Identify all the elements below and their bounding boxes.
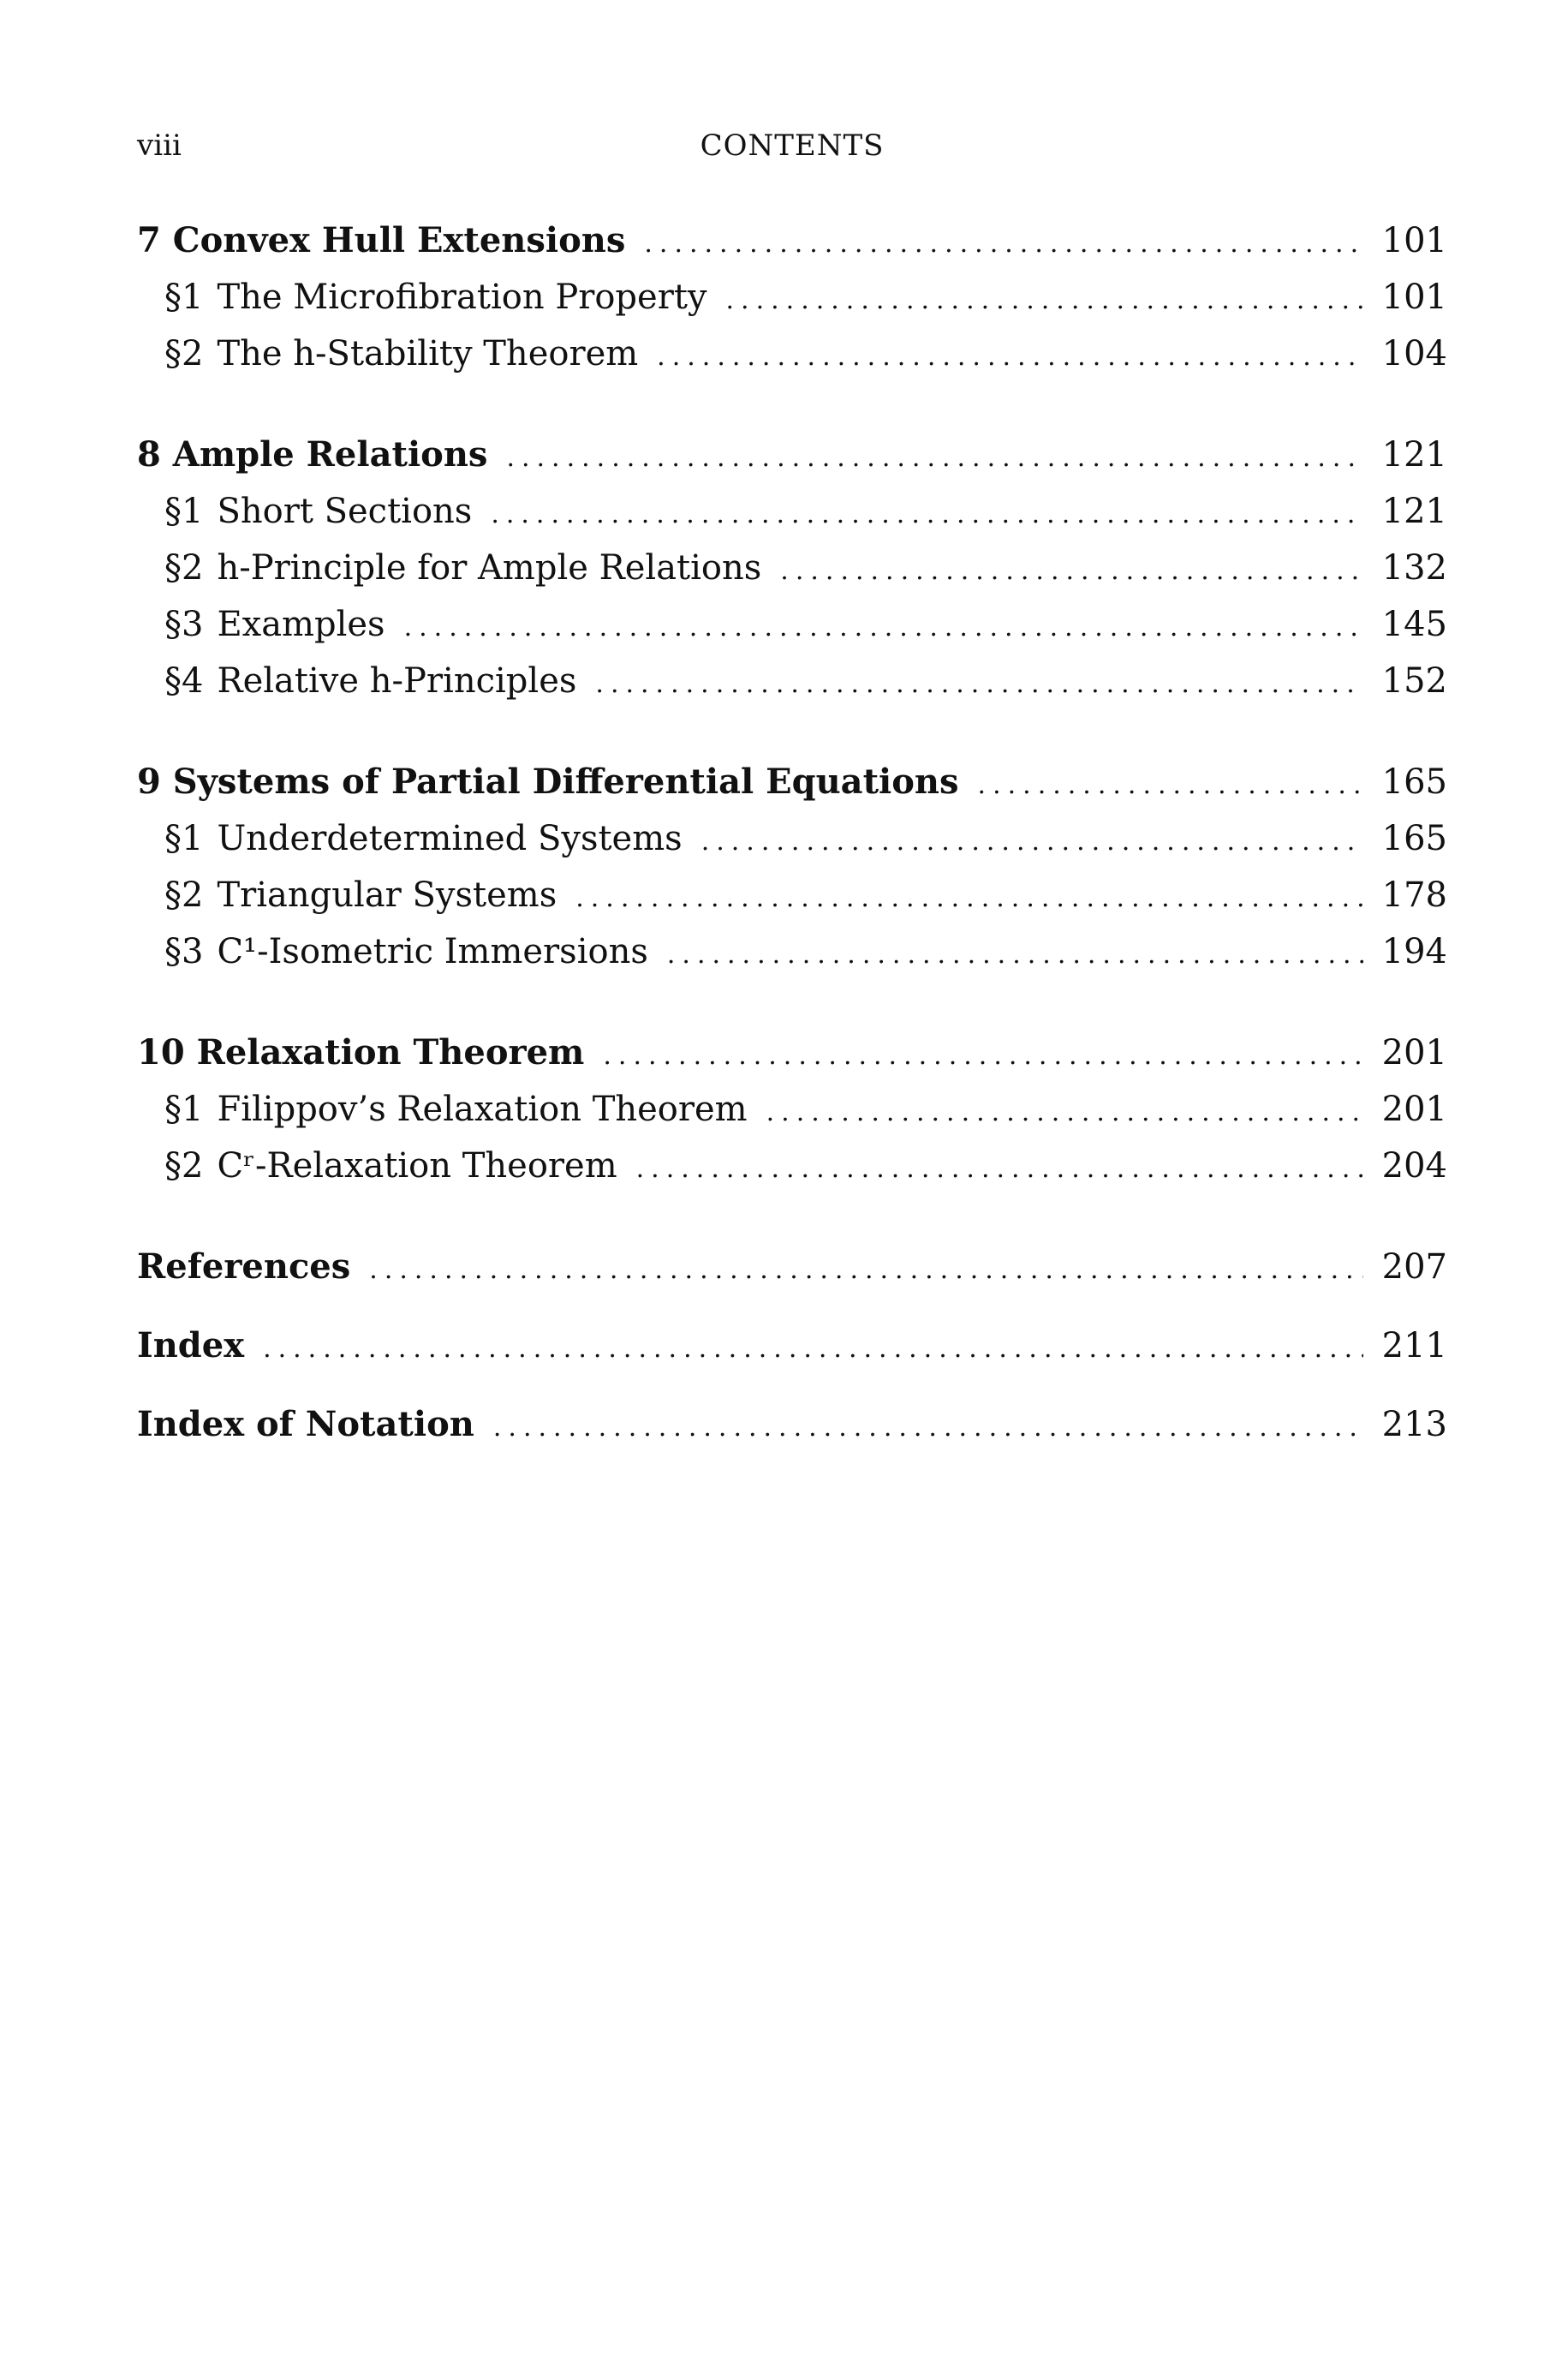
dot-leader xyxy=(701,814,1363,870)
section-label xyxy=(164,483,472,540)
chapter-number: 7 xyxy=(137,220,161,260)
chapter-number: 9 xyxy=(137,762,161,802)
entry-title: References xyxy=(137,1246,351,1287)
toc-chapter-group xyxy=(137,754,1447,980)
section-number: §2 xyxy=(164,1146,204,1186)
section-number: §1 xyxy=(164,492,204,531)
toc-backmatter-group xyxy=(137,1239,1447,1295)
chapter-label xyxy=(137,212,625,269)
toc-section-entry[interactable] xyxy=(137,596,1447,653)
toc-backmatter-group xyxy=(137,1317,1447,1374)
toc-section-entry[interactable] xyxy=(137,653,1447,709)
entry-title: Index of Notation xyxy=(137,1404,474,1444)
section-number: §1 xyxy=(164,278,204,317)
page-number: 101 xyxy=(1381,278,1447,317)
section-label xyxy=(164,1081,748,1138)
toc-section-entry[interactable] xyxy=(137,867,1447,923)
section-number: §3 xyxy=(164,605,204,644)
section-title: Underdetermined Systems xyxy=(217,819,683,858)
section-title: Cʳ-Relaxation Theorem xyxy=(217,1146,617,1186)
toc-section-entry[interactable] xyxy=(137,1081,1447,1138)
page-number: 121 xyxy=(1381,435,1447,475)
dot-leader xyxy=(726,272,1363,329)
toc-section-entry[interactable] xyxy=(137,269,1447,326)
section-number: §2 xyxy=(164,334,204,373)
dot-leader xyxy=(644,216,1363,272)
section-number: §4 xyxy=(164,661,204,701)
dot-leader xyxy=(636,1141,1363,1198)
page-number: 152 xyxy=(1381,661,1447,701)
section-number: §2 xyxy=(164,875,204,915)
page-number: 165 xyxy=(1381,819,1447,858)
section-label xyxy=(164,596,385,653)
section-title: h-Principle for Ample Relations xyxy=(217,548,762,588)
page-number: 211 xyxy=(1381,1326,1447,1365)
dot-leader xyxy=(506,430,1363,487)
dot-leader xyxy=(493,1400,1363,1456)
dot-leader xyxy=(766,1084,1363,1141)
page-folio: viii xyxy=(137,128,182,163)
toc-index-entry[interactable] xyxy=(137,1317,1447,1374)
dot-leader xyxy=(978,757,1363,814)
dot-leader xyxy=(595,656,1363,713)
toc-section-entry[interactable] xyxy=(137,923,1447,980)
toc-section-entry[interactable] xyxy=(137,1138,1447,1194)
section-title: Relative h-Principles xyxy=(217,661,577,701)
page-number: 213 xyxy=(1381,1405,1447,1444)
page-number: 121 xyxy=(1381,492,1447,531)
running-head-title: CONTENTS xyxy=(700,128,885,163)
dot-leader xyxy=(369,1242,1363,1299)
section-number: §1 xyxy=(164,1090,204,1129)
toc-chapter-entry[interactable] xyxy=(137,427,1447,483)
section-title: Triangular Systems xyxy=(217,875,557,915)
toc-chapter-entry[interactable] xyxy=(137,212,1447,269)
dot-leader xyxy=(603,1028,1363,1084)
toc-chapter-group xyxy=(137,1025,1447,1194)
table-of-contents xyxy=(137,212,1447,1475)
chapter-number: 10 xyxy=(137,1032,185,1072)
section-number: §1 xyxy=(164,819,204,858)
page-number: 201 xyxy=(1381,1090,1447,1129)
section-label xyxy=(164,326,638,382)
page-number: 165 xyxy=(1381,762,1447,802)
toc-chapter-entry[interactable] xyxy=(137,754,1447,810)
toc-section-entry[interactable] xyxy=(137,483,1447,540)
chapter-title: Relaxation Theorem xyxy=(196,1032,585,1072)
section-label xyxy=(164,269,707,326)
page-number: 207 xyxy=(1381,1247,1447,1287)
toc-references-entry[interactable] xyxy=(137,1239,1447,1295)
section-label xyxy=(164,867,557,923)
page-number: 194 xyxy=(1381,932,1447,971)
chapter-title: Ample Relations xyxy=(172,434,488,475)
chapter-label xyxy=(137,427,487,483)
toc-chapter-group xyxy=(137,212,1447,382)
section-label xyxy=(164,810,683,867)
section-number: §2 xyxy=(164,548,204,588)
toc-index-of-notation-entry[interactable] xyxy=(137,1396,1447,1453)
chapter-number: 8 xyxy=(137,434,161,475)
page-number: 178 xyxy=(1381,875,1447,915)
page-number: 145 xyxy=(1381,605,1447,644)
page-number: 201 xyxy=(1381,1033,1447,1072)
section-title: The Microfibration Property xyxy=(217,278,707,317)
section-title: The h-Stability Theorem xyxy=(217,334,639,373)
dot-leader xyxy=(404,600,1363,656)
page-number: 204 xyxy=(1381,1146,1447,1186)
section-number: §3 xyxy=(164,932,204,971)
dot-leader xyxy=(780,543,1363,600)
section-label xyxy=(164,653,576,709)
dot-leader xyxy=(667,927,1363,983)
entry-title: Index xyxy=(137,1325,245,1365)
dot-leader xyxy=(575,870,1363,927)
section-label xyxy=(164,540,761,596)
dot-leader xyxy=(491,487,1363,543)
dot-leader xyxy=(657,329,1363,385)
page-number: 132 xyxy=(1381,548,1447,588)
section-title: Filippov’s Relaxation Theorem xyxy=(217,1090,748,1129)
toc-backmatter-group xyxy=(137,1396,1447,1453)
chapter-title: Systems of Partial Differential Equations xyxy=(172,762,959,802)
toc-chapter-entry[interactable] xyxy=(137,1025,1447,1081)
section-title: Short Sections xyxy=(217,492,473,531)
chapter-title: Convex Hull Extensions xyxy=(172,220,626,260)
chapter-label xyxy=(137,754,959,810)
toc-section-entry[interactable] xyxy=(137,540,1447,596)
section-label xyxy=(164,1138,617,1194)
toc-section-entry[interactable] xyxy=(137,326,1447,382)
section-title: Examples xyxy=(217,605,385,644)
page-number: 104 xyxy=(1381,334,1447,373)
section-label xyxy=(164,923,648,980)
toc-section-entry[interactable] xyxy=(137,810,1447,867)
chapter-label xyxy=(137,1025,584,1081)
dot-leader xyxy=(263,1321,1363,1377)
running-head xyxy=(137,128,1447,171)
section-title: C¹-Isometric Immersions xyxy=(217,932,648,971)
toc-chapter-group xyxy=(137,427,1447,709)
page-number: 101 xyxy=(1381,221,1447,260)
